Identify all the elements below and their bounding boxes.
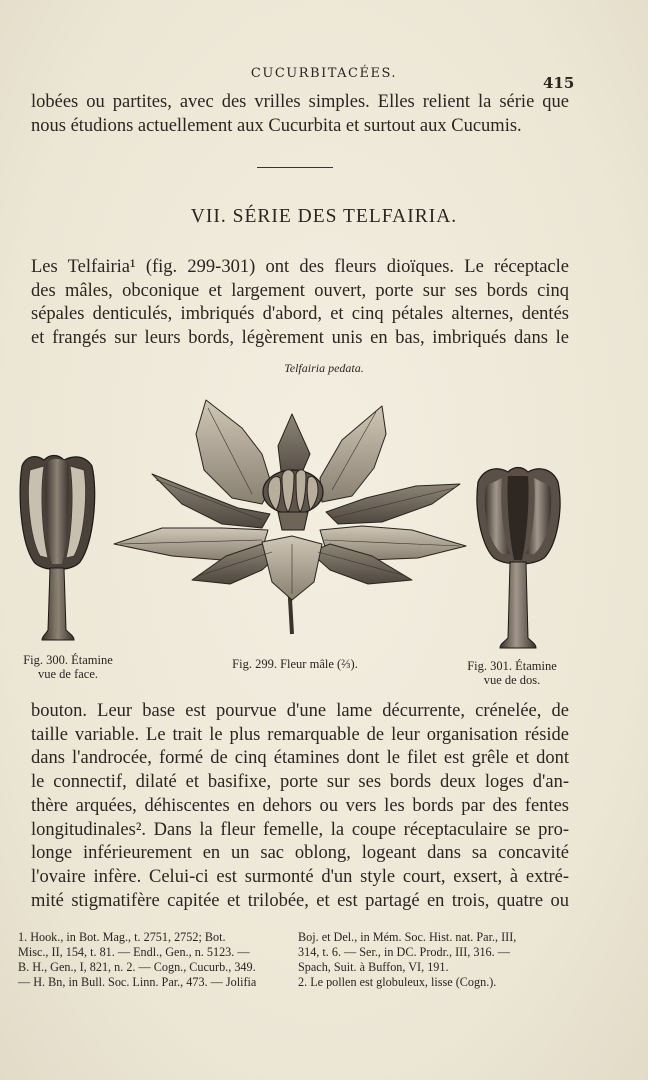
footnote-line: Boj. et Del., in Mém. Soc. Hist. nat. Par., III,: [298, 930, 517, 944]
footnote-line: 314, t. 6. — Ser., in DC. Prodr., III, 316. —: [298, 945, 510, 959]
section-heading: VII. SÉRIE DES TELFAIRIA.: [190, 206, 458, 227]
footnote-line: Spach, Suit. à Buffon, VI, 191.: [298, 960, 449, 974]
continuation-paragraph: [31, 700, 569, 913]
figure-301-caption: [462, 659, 562, 687]
caption-line: Fig. 300. Étamine: [23, 653, 113, 667]
text-line: dans l'androcée, formé de cinq étamines dont le filet est grêle et dont: [31, 748, 569, 769]
footnote-line: 2. Le pollen est globuleux, lisse (Cogn.).: [298, 975, 497, 989]
page-number: 415: [543, 74, 575, 92]
stamen-front-illustration: [14, 452, 100, 644]
text-line: longe inférieurement en un sac oblong, logeant dans sa concavité: [31, 843, 569, 864]
caption-line: vue de face.: [37, 667, 99, 681]
text-line: bouton. Leur base est pourvue d'une lame décurrente, crénelée, de: [31, 701, 569, 721]
stamen-back-illustration: [472, 462, 564, 650]
section-paragraph: [31, 256, 569, 350]
text-line: l'ovaire infère. Celui-ci est surmonté d'un style court, exsert, à extré-: [31, 866, 569, 887]
text-line: Les Telfairia¹ (fig. 299-301) ont des fleurs dioïques. Le réceptacle: [31, 257, 569, 277]
footnotes-left-column: [18, 930, 286, 990]
text-line: mité stigmatifère capitée et trilobée, et est partagé en trois, quatre ou: [31, 890, 569, 911]
text-line: sépales denticulés, imbriqués d'abord, et cinq pétales alternes, dentés: [31, 304, 569, 324]
male-flower-illustration: [112, 394, 470, 636]
footnote-line: 1. Hook., in Bot. Mag., t. 2751, 2752; Bot.: [18, 930, 226, 944]
caption-line: vue de dos.: [483, 673, 541, 687]
text-line: thère arquées, déhiscentes en dehors ou vers les bords par des fentes: [31, 795, 569, 816]
text-line: des mâles, obconique et largement ouvert, porte sur ses bords cinq: [31, 280, 569, 301]
figure-300-caption: [20, 653, 116, 681]
text-line: taille variable. Le trait le plus remarquable de leur organisation réside: [31, 724, 569, 745]
running-head: CUCURBITACÉES.: [250, 66, 398, 81]
text-line: longitudinales². Dans la fleur femelle, la coupe réceptaculaire se pro-: [31, 819, 569, 840]
footnote-line: Misc., II, 154, t. 81. — Endl., Gen., n. 5123. —: [18, 945, 250, 959]
text-line: le connectif, dilaté et basifixe, porte sur ses bords deux loges d'an-: [31, 772, 569, 793]
text-line: nous étudions actuellement aux Cucurbita et surtout aux Cucumis.: [31, 115, 522, 136]
figure-299-caption: Fig. 299. Fleur mâle (⅔).: [232, 657, 358, 671]
section-divider: [257, 167, 333, 168]
text-line: lobées ou partites, avec des vrilles simples. Elles relient la série que: [31, 92, 569, 112]
footnotes-right-column: [298, 930, 564, 990]
plant-caption: Telfairia pedata.: [284, 361, 364, 375]
caption-line: Fig. 301. Étamine: [467, 659, 557, 673]
footnote-line: — H. Bn, in Bull. Soc. Linn. Par., 473. — Jolifia: [18, 975, 257, 989]
footnote-line: B. H., Gen., I, 821, n. 2. — Cogn., Cucurb., 349.: [18, 960, 256, 974]
intro-paragraph: [31, 91, 569, 138]
text-line: et frangés sur leurs bords, légèrement unis en bas, imbriqués dans le: [31, 327, 569, 348]
